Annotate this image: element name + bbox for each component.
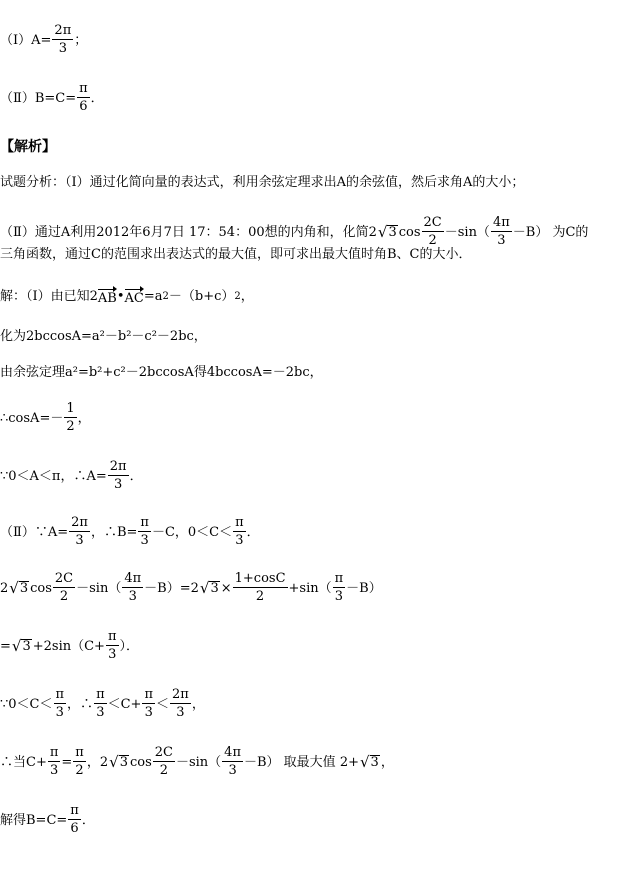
solution-step-5: ∵0＜A＜π，∴A= $\frac{2\pi}{3}$ ． (0, 459, 143, 492)
answer-1-fraction: $\frac{2\pi}{3}$ (54, 23, 72, 56)
analysis-line-3: 三角函数，通过C的范围求出表达式的最大值，即可求出最大值时角B、C的大小． (0, 247, 472, 262)
solution-step-8: = √ 3 +2sin（C+ $\frac{\pi}{3}$ ）． (0, 629, 140, 662)
answer-part-2: （Ⅱ）B=C= $\frac{\pi}{6}$ ． (0, 81, 104, 114)
solution-step-7: 2 √ 3 cos $\frac{2C}{2}$ －sin（ $\frac{4\pi}{3}$ －B）=2 √ 3 × $\frac{1+\cos C}{2}$ +sin（ $\frac{\pi}{3}$ －B） (0, 571, 382, 604)
analysis-line-2: （Ⅱ）通过A利用2012年6月7日 17：54：00想的内角和，化简 2 √ 3 cos $\frac{2C}{2}$ －sin（ $\frac{4\pi}{3}$ －B） 为C的 (0, 215, 589, 248)
vector-ab: AB (98, 288, 117, 305)
analysis-line-1: 试题分析：（Ⅰ）通过化简向量的表达式，利用余弦定理求出A的余弦值，然后求角A的大小； (0, 175, 525, 190)
solution-step-2: 化为2bccosA=a²－b²－c²－2bc， (0, 329, 207, 344)
solution-step-4: ∴cosA=－ $\frac{1}{2}$ ， (0, 401, 91, 434)
solution-step-11: 解得B=C= $\frac{\pi}{6}$ ． (0, 803, 95, 836)
solution-step-1: 解：（Ⅰ）由已知 2 AB • AC =a 2 －（b+c） 2 ， (0, 289, 254, 306)
solution-step-3: 由余弦定理a²=b²+c²－2bccosA得4bccosA=－2bc， (0, 365, 323, 380)
solution-step-6: （Ⅱ）∵A= $\frac{2\pi}{3}$ ，∴B= $\frac{\pi}{3}$ －C，0＜C＜ $\frac{\pi}{3}$ ． (0, 515, 260, 548)
vector-ac: AC (125, 288, 144, 305)
answer-1-prefix: （Ⅰ）A= (0, 32, 52, 48)
answer-2-fraction: $\frac{\pi}{6}$ (79, 81, 88, 114)
answer-part-1: （Ⅰ）A= $\frac{2\pi}{3}$ ； (0, 23, 88, 56)
section-title: 【解析】 (0, 139, 56, 155)
solution-step-9: ∵0＜C＜ $\frac{\pi}{3}$ ，∴ $\frac{\pi}{3}$ ＜C+ $\frac{\pi}{3}$ ＜ $\frac{2\pi}{3}$ ， (0, 687, 205, 720)
sqrt-symbol: √ 3 (377, 222, 397, 241)
solution-step-10: ∴当C+ $\frac{\pi}{3}$ = $\frac{\pi}{2}$ ，2 √ 3 cos $\frac{2C}{2}$ －sin（ $\frac{4\pi}{3}$ －B） 取最大值 2+ √ 3 ， (0, 745, 394, 778)
answer-2-prefix: （Ⅱ）B=C= (0, 90, 77, 106)
